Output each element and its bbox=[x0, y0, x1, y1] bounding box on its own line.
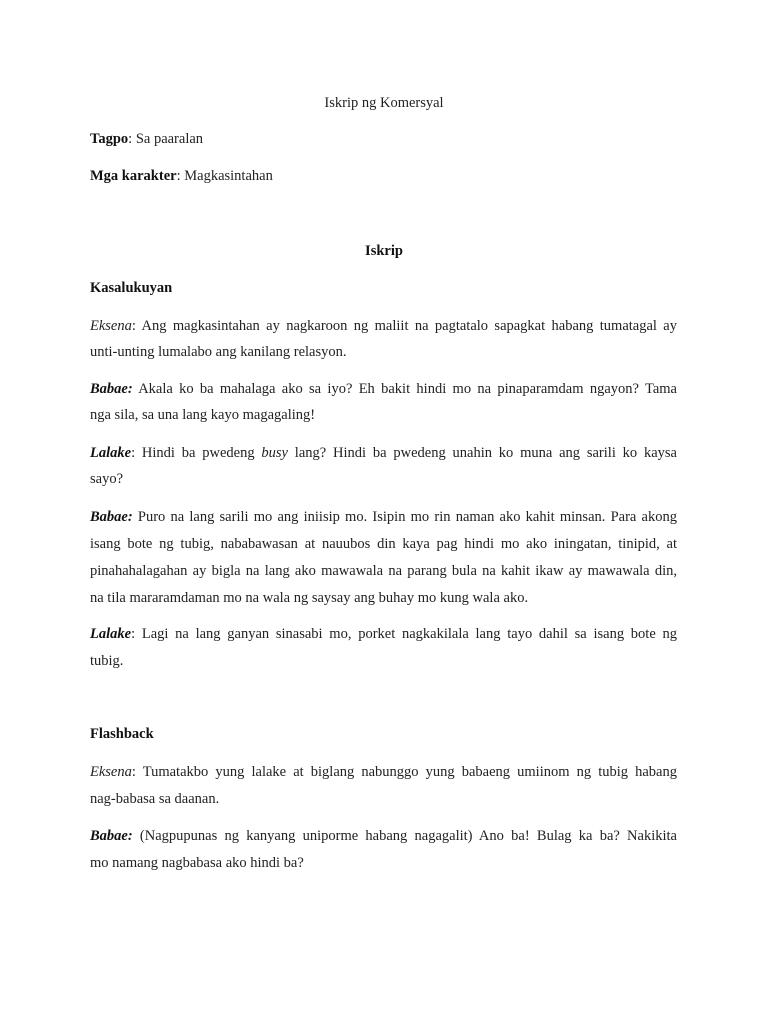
babae-label: Babae: bbox=[90, 381, 133, 397]
flashback-babae-line-2: mo namang nagbabasa ako hindi ba? bbox=[90, 855, 304, 871]
babae-label: Babae: bbox=[90, 509, 133, 525]
flashback-babae-line-1: Babae: (Nagpupunas ng kanyang uniporme habang nagagalit) Ano ba! Bulag ka ba? Nakikita bbox=[90, 828, 677, 844]
tagpo-value: Sa paaralan bbox=[132, 131, 204, 147]
lalake-label: Lalake bbox=[90, 626, 132, 642]
babae-1-line-1: Babae: Akala ko ba mahalaga ako sa iyo? Eh bakit hindi mo na pinaparamdam ngayon? Tama bbox=[90, 381, 677, 397]
karakter-label: Mga karakter bbox=[90, 168, 177, 184]
eksena-label: Eksena bbox=[90, 764, 132, 780]
eksena-label: Eksena bbox=[90, 318, 132, 334]
babae-1-line-2: nga sila, sa una lang kayo magagaling! bbox=[90, 407, 316, 423]
flashback-eksena-line-1: Eksena: Tumatakbo yung lalake at biglang nabunggo yung babaeng umiinom ng tubig habang bbox=[90, 764, 677, 780]
babae-2-line-3: pinahahalagahan ay bigla na lang ako mawawala na parang bula na kahit ikaw ay mawawala din, bbox=[90, 563, 677, 579]
lalake-1-line-1: Lalake: Hindi ba pwedeng busy lang? Hindi ba pwedeng unahin ko muna ang sarili ko kaysa bbox=[90, 445, 677, 461]
karakter-sep: : bbox=[176, 168, 181, 184]
babae-2-line-4: na tila mararamdaman mo na wala ng saysay ang buhay mo kung wala ako. bbox=[90, 590, 529, 606]
lalake-2-line-2: tubig. bbox=[90, 653, 124, 669]
tagpo-label: Tagpo bbox=[90, 131, 129, 147]
babae-2-line-1: Babae: Puro na lang sarili mo ang iniisip mo. Isipin mo rin naman ako kahit minsan. Para akong bbox=[90, 509, 677, 525]
section-heading: Iskrip bbox=[365, 243, 403, 259]
lalake-label: Lalake bbox=[90, 445, 132, 461]
kasalukuyan-eksena-line-1: Eksena: Ang magkasintahan ay nagkaroon ng maliit na pagtatalo sapagkat habang tumatagal ay bbox=[90, 318, 677, 334]
flashback-eksena-line-2: nag-babasa sa daanan. bbox=[90, 791, 220, 807]
kasalukuyan-eksena-line-2: unti-unting lumalabo ang kanilang relasyon. bbox=[90, 344, 347, 360]
lalake-1-line-2: sayo? bbox=[90, 471, 124, 487]
karakter-line bbox=[90, 163, 677, 189]
tagpo-sep: : bbox=[128, 131, 133, 147]
babae-label: Babae: bbox=[90, 828, 133, 844]
document-title: Iskrip ng Komersyal bbox=[324, 95, 444, 111]
karakter-value: Magkasintahan bbox=[180, 168, 273, 184]
babae-2-line-2: isang bote ng tubig, nababawasan at nauubos din kaya pag hindi mo ako iningatan, tinipid, at bbox=[90, 536, 677, 552]
kasalukuyan-heading: Kasalukuyan bbox=[90, 280, 173, 296]
flashback-heading: Flashback bbox=[90, 726, 154, 742]
lalake-2-line-1: Lalake: Lagi na lang ganyan sinasabi mo, porket nagkakilala lang tayo dahil sa isang bote ng bbox=[90, 626, 677, 642]
tagpo-line bbox=[90, 126, 677, 152]
